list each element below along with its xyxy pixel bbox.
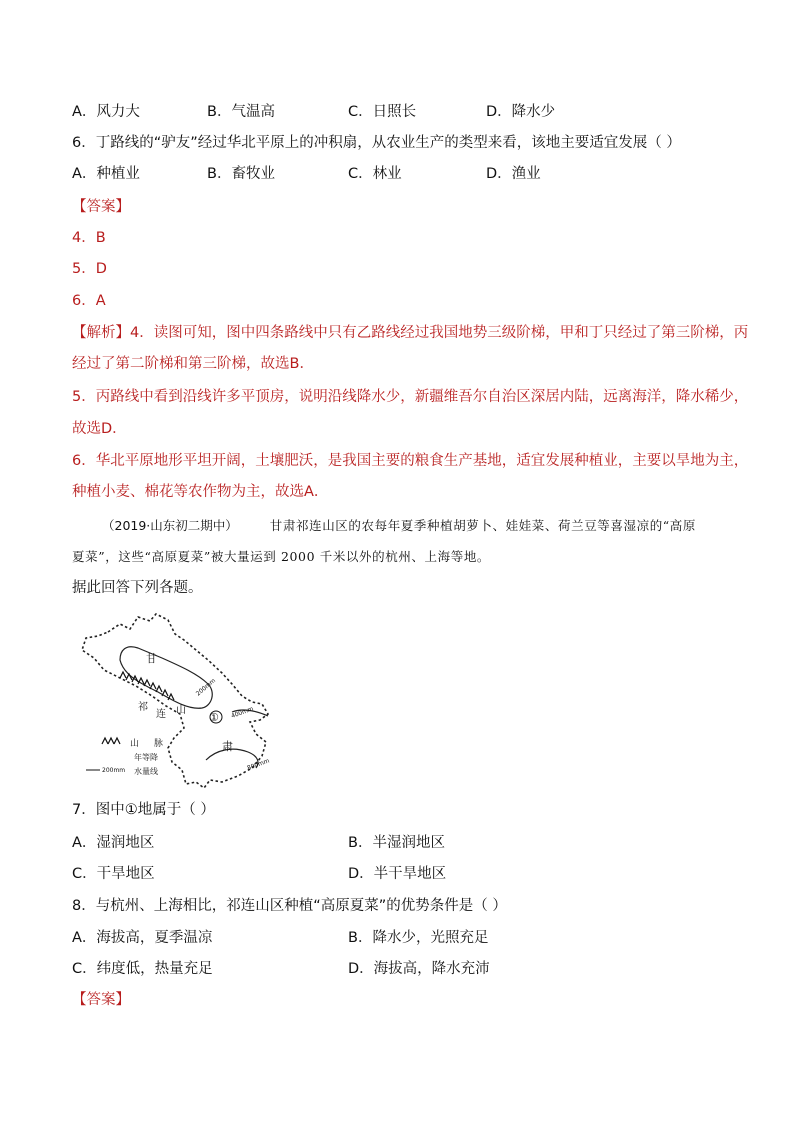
map-label-shan: 山 — [176, 705, 186, 716]
q8-option-d: D．海拔高，降水充沛 — [348, 961, 490, 977]
q7-option-b: B．半湿润地区 — [348, 835, 445, 851]
q6-option-c: C．林业 — [348, 166, 402, 182]
map-label-su: 肃 — [222, 740, 233, 753]
isohyet-label-800: 800mm — [246, 757, 271, 772]
q8-option-c: C．纬度低，热量充足 — [72, 961, 213, 977]
passage-text-1: 甘肃祁连山区的农每年夏季种植胡萝卜、娃娃菜、荷兰豆等喜湿凉的“高原 — [269, 518, 696, 533]
q6-stem: 6．丁路线的“驴友”经过华北平原上的冲积扇，从农业生产的类型来看，该地主要适宜发展（ ） — [72, 135, 681, 151]
passage-line-2: 夏菜”，这些“高原夏菜”被大量运到 2000 千米以外的杭州、上海等地。 — [72, 549, 491, 564]
map-label-lian: 连 — [156, 709, 166, 720]
q8-stem: 8．与杭州、上海相比，祁连山区种植“高原夏菜”的优势条件是（ ） — [72, 898, 507, 914]
q8-option-a: A．海拔高，夏季温凉 — [72, 930, 213, 946]
gansu-map — [72, 610, 280, 792]
answer-5: 5．D — [72, 261, 107, 277]
answer-4: 4．B — [72, 230, 106, 246]
q7-stem: 7．图中①地属于（ ） — [72, 802, 215, 818]
q8-options-row-1 — [72, 928, 752, 948]
legend-mountain-2: 脉 — [154, 739, 164, 749]
analysis-line-2: 经过了第二阶梯和第三阶梯，故选B． — [72, 356, 314, 372]
legend-isohyet-2: 水量线 — [134, 767, 158, 776]
q5-option-d: D．降水少 — [486, 104, 556, 120]
analysis-line-5: 6．华北平原地形平坦开阔，土壤肥沃，是我国主要的粮食生产基地，适宜发展种植业，主要以旱地为主， — [72, 453, 749, 469]
q6-option-b: B．畜牧业 — [207, 166, 275, 182]
legend-mountain-symbol — [102, 738, 120, 744]
q6-options — [72, 164, 752, 184]
passage-source: （2019·山东初二期中） — [102, 518, 238, 533]
map-legend — [86, 737, 163, 776]
answer-heading-2: 【答案】 — [72, 992, 130, 1008]
q7-option-d: D．半干旱地区 — [348, 866, 447, 882]
map-label-qi: 祁 — [138, 702, 148, 713]
analysis-line-3: 5．丙路线中看到沿线许多平顶房，说明沿线降水少，新疆维吾尔自治区深居内陆，远离海洋，降水稀少， — [72, 389, 749, 405]
q5-option-a: A．风力大 — [72, 104, 140, 120]
analysis-line-6: 种植小麦、棉花等农作物为主，故选A． — [72, 484, 329, 500]
passage-line-1 — [102, 516, 696, 536]
analysis-line-4: 故选D． — [72, 421, 127, 437]
analysis-tag: 【解析】 — [72, 325, 130, 341]
q7-options-row-2 — [72, 864, 752, 884]
q6-option-d: D．渔业 — [486, 166, 541, 182]
analysis-text-1: 4．读图可知，图中四条路线中只有乙路线经过我国地势三级阶梯，甲和丁只经过了第三阶梯，丙 — [130, 325, 749, 341]
isohyet-label-200: 200mm — [194, 677, 218, 698]
map-label-location-1: ① — [209, 711, 219, 724]
q6-option-a: A．种植业 — [72, 166, 140, 182]
passage-prompt: 据此回答下列各题。 — [72, 580, 203, 596]
analysis-line-1 — [72, 323, 748, 343]
map-label-gan: 甘 — [146, 652, 157, 665]
q7-options-row-1 — [72, 833, 752, 853]
legend-isohyet-value: 200mm — [102, 767, 126, 774]
q5-option-c: C．日照长 — [348, 104, 417, 120]
q5-option-b: B．气温高 — [207, 104, 275, 120]
legend-isohyet-1: 年等降 — [134, 753, 158, 762]
q5-options — [72, 102, 752, 122]
q7-option-c: C．干旱地区 — [72, 866, 155, 882]
legend-mountain-1: 山 — [130, 739, 140, 749]
answer-heading: 【答案】 — [72, 199, 130, 215]
answer-6: 6．A — [72, 293, 106, 309]
isohyet-label-400: 400mm — [230, 705, 255, 720]
q8-options-row-2 — [72, 959, 752, 979]
q7-option-a: A．湿润地区 — [72, 835, 155, 851]
q8-option-b: B．降水少，光照充足 — [348, 930, 489, 946]
